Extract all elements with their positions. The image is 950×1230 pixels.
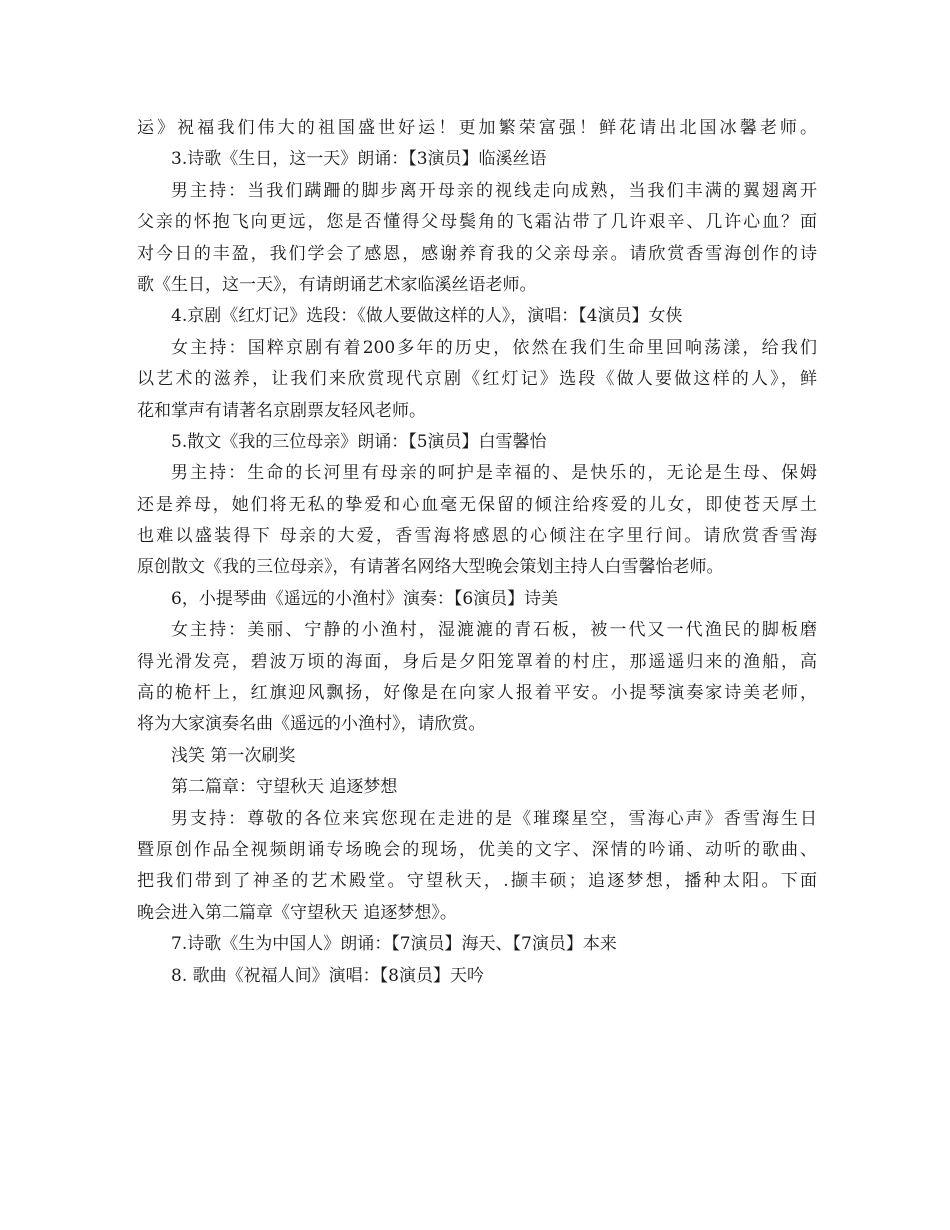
document-body	[137, 113, 817, 992]
text-line: 晚会进入第二篇章《守望秋天 追逐梦想》。	[137, 902, 457, 923]
text-line: 暨原创作品全视频朗诵专场晚会的现场，优美的文字、深情的吟诵、动听的歌曲、	[137, 839, 817, 860]
program-item-heading: 8. 歌曲《祝福人间》演唱：【8演员】天吟	[171, 965, 484, 986]
text-line: 得光滑发亮，碧波万顷的海面，身后是夕阳笼罩着的村庄，那遥遥归来的渔船，高	[137, 651, 817, 672]
text-line: 把我们带到了神圣的艺术殿堂。守望秋天，.撷丰硕；追逐梦想，播种太阳。下面	[137, 871, 817, 892]
program-item-heading: 4.京剧《红灯记》选段：《做人要做这样的人》，演唱：【4演员】女侠	[171, 306, 683, 327]
text-line: 运》祝福我们伟大的祖国盛世好运！更加繁荣富强！鲜花请出北国冰馨老师。	[137, 118, 817, 138]
text-line: 歌《生日，这一天》，有请朗诵艺术家临溪丝语老师。	[137, 274, 537, 295]
program-item-heading: 5.散文《我的三位母亲》朗诵：【5演员】白雪馨怡	[171, 431, 547, 452]
text-line: 原创散文《我的三位母亲》，有请著名网络大型晚会策划主持人白雪馨怡老师。	[137, 557, 724, 578]
text-line: 男主持：当我们蹒跚的脚步离开母亲的视线走向成熟，当我们丰满的翼翅离开	[171, 180, 817, 201]
text-line: 女主持：美丽、宁静的小渔村，湿漉漉的青石板，被一代又一代渔民的脚板磨	[171, 620, 817, 641]
program-item-heading: 7.诗歌《生为中国人》朗诵：【7演员】海天、【7演员】本来	[171, 934, 617, 955]
text-line: 男支持：尊敬的各位来宾您现在走进的是《璀璨星空，雪海心声》香雪海生日	[171, 808, 817, 829]
text-line: 浅笑 第一次刷奖	[171, 745, 296, 766]
chapter-heading: 第二篇章：守望秋天 追逐梦想	[171, 777, 398, 798]
text-line: 父亲的怀抱飞向更远，您是否懂得父母鬓角的飞霜沾带了几许艰辛、几许心血？面	[137, 212, 817, 233]
text-line: 也难以盛装得下 母亲的大爱，香雪海将感恩的心倾注在字里行间。请欣赏香雪海	[137, 526, 817, 547]
text-line: 花和掌声有请著名京剧票友轻风老师。	[137, 400, 426, 421]
text-line: 将为大家演奏名曲《遥远的小渔村》，请欣赏。	[137, 714, 486, 735]
text-line: 女主持：国粹京剧有着200多年的历史，依然在我们生命里回响荡漾，给我们	[171, 337, 817, 358]
text-line: 高的桅杆上，红旗迎风飘扬，好像是在向家人报着平安。小提琴演奏家诗美老师，	[137, 683, 817, 704]
program-item-heading: 6，小提琴曲《遥远的小渔村》演奏：【6演员】诗美	[171, 588, 559, 609]
text-line: 以艺术的滋养，让我们来欣赏现代京剧《红灯记》选段《做人要做这样的人》，鲜	[137, 369, 817, 390]
text-line: 对今日的丰盈，我们学会了感恩，感谢养育我的父亲母亲。请欣赏香雪海创作的诗	[137, 243, 817, 264]
text-line: 男主持：生命的长河里有母亲的呵护是幸福的、是快乐的，无论是生母、保姆	[171, 463, 817, 484]
program-item-heading: 3.诗歌《生日，这一天》朗诵：【3演员】临溪丝语	[171, 149, 547, 170]
text-line: 还是养母，她们将无私的挚爱和心血毫无保留的倾注给疼爱的儿女，即使苍天厚土	[137, 494, 817, 515]
